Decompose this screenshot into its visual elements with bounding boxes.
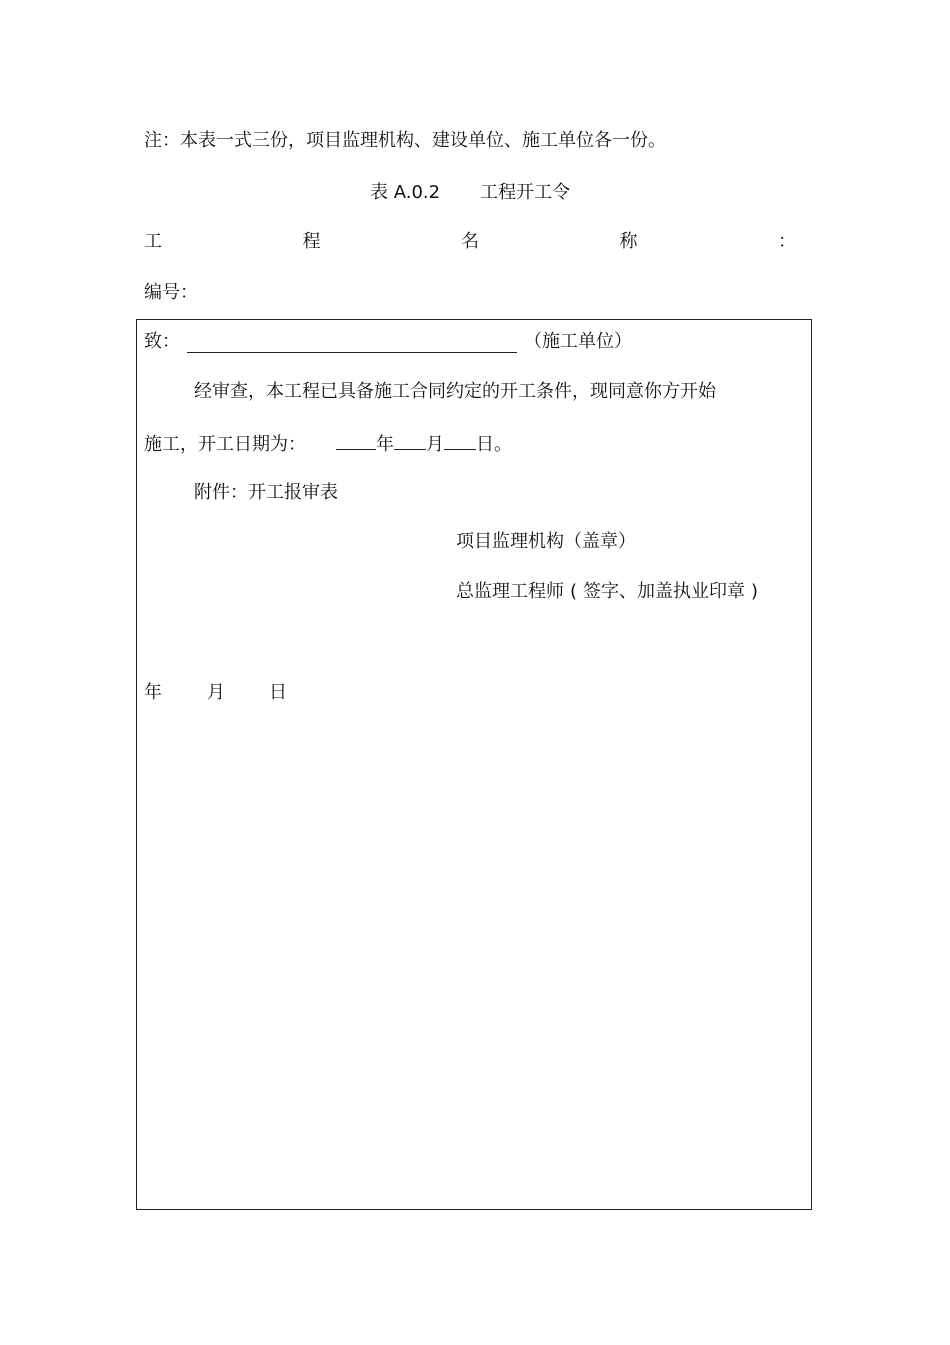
paren-open: (	[570, 581, 578, 602]
signature-date-line	[144, 681, 287, 705]
sign-instruction: 签字、加盖执业印章	[583, 581, 746, 602]
project-name-char: 程	[302, 231, 321, 252]
start-day-blank[interactable]	[444, 431, 476, 450]
start-month-char: 月	[426, 434, 444, 455]
start-day-char: 日。	[476, 434, 512, 455]
table-number: 表 A.0.2	[370, 182, 441, 203]
start-year-blank[interactable]	[336, 431, 376, 450]
supervisor-org-seal-label: 项目监理机构（盖章）	[456, 531, 636, 552]
project-name-char: 称	[619, 231, 638, 252]
table-title	[370, 181, 570, 205]
project-name-char: 名	[461, 231, 479, 252]
start-year-char: 年	[376, 434, 394, 455]
paren-close: )	[751, 581, 759, 602]
attachment-text: 附件：开工报审表	[194, 482, 338, 503]
approval-text-line2	[144, 431, 512, 457]
start-month-blank[interactable]	[394, 431, 426, 450]
signature-month: 月	[207, 682, 225, 703]
recipient-label: 致：	[144, 331, 180, 352]
signature-year: 年	[144, 682, 162, 703]
start-date-label: 施工，开工日期为：	[144, 434, 306, 455]
table-title-text: 工程开工令	[480, 182, 571, 203]
project-name-label	[144, 230, 796, 254]
recipient-unit-label: （施工单位）	[524, 331, 632, 352]
recipient-blank-field[interactable]	[187, 352, 517, 353]
serial-number-label: 编号：	[144, 282, 198, 303]
project-name-colon: ：	[778, 231, 796, 252]
approval-text-line1: 经审查，本工程已具备施工合同约定的开工条件，现同意你方开始	[194, 381, 716, 402]
project-name-char: 工	[144, 231, 162, 252]
signature-day: 日	[269, 682, 287, 703]
form-note: 注：本表一式三份，项目监理机构、建设单位、施工单位各一份。	[144, 130, 666, 151]
chief-engineer-title: 总监理工程师	[456, 581, 564, 602]
chief-engineer-sign-label	[456, 580, 764, 604]
